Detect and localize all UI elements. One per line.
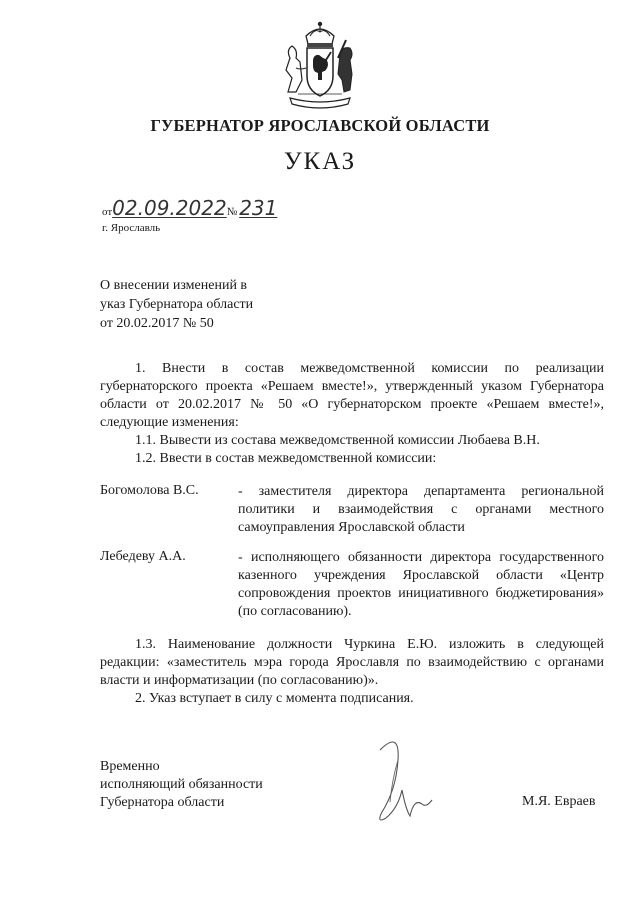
paragraph-2: 2. Указ вступает в силу с момента подписания. [135, 691, 414, 706]
decree-date-number [102, 196, 277, 220]
signer-position-line: исполняющий обязанности [100, 777, 263, 792]
subject-line: указ Губернатора области [100, 297, 254, 312]
paragraph-1-1: 1.1. Вывести из состава межведомственной комиссии Любаева В.Н. [135, 433, 540, 448]
paragraph-1-2: 1.2. Ввести в состав межведомственной комиссии: [135, 451, 437, 466]
paragraph-1-3: 1.3. Наименование должности Чуркина Е.Ю. изложить в следующей редакции: «заместитель мэра города Ярославля по взаимодействию с органами власти и информатизации (по согласованию)». [100, 637, 604, 688]
signature-icon [340, 720, 470, 840]
subject-line: от 20.02.2017 № 50 [100, 316, 214, 331]
signer-position-line: Временно [100, 759, 160, 774]
member-name: Богомолова В.С. [100, 483, 199, 498]
decree-number: 231 [239, 196, 278, 220]
decree-body-part-1 [100, 360, 604, 468]
member-role: - исполняющего обязанности директора государственного казенного учреждения Ярославской области «Центр сопровождения проектов инициативного бюджетирования» (по согласованию). [238, 550, 604, 619]
subject-line: О внесении изменений в [100, 278, 248, 293]
signer-position [100, 758, 263, 812]
date-prefix: от [102, 206, 113, 218]
decree-date: 02.09.2022 [112, 196, 227, 220]
document-type: УКАЗ [283, 148, 357, 175]
city: г. Ярославль [102, 222, 161, 234]
decree-body-part-2 [100, 636, 604, 708]
paragraph-1: 1. Внести в состав межведомственной комиссии по реализации губернаторского проекта «Решаем вместе!», утвержденный указом Губернатора области от 20.02.2017 № 50 «О губернаторском проекте «Решаем вместе!», следующие изменения: [100, 361, 604, 430]
number-prefix: № [226, 206, 238, 218]
decree-subject [100, 276, 253, 333]
signer-name: М.Я. Евраев [522, 794, 596, 809]
member-name: Лебедеву А.А. [100, 549, 186, 564]
signer-position-line: Губернатора области [100, 795, 225, 810]
member-role: - заместителя директора департамента региональной политики и взаимодействия с органами местного самоуправления Ярославской области [238, 484, 604, 535]
organization-title: ГУБЕРНАТОР ЯРОСЛАВСКОЙ ОБЛАСТИ [150, 116, 490, 135]
coat-of-arms-icon [270, 14, 370, 114]
